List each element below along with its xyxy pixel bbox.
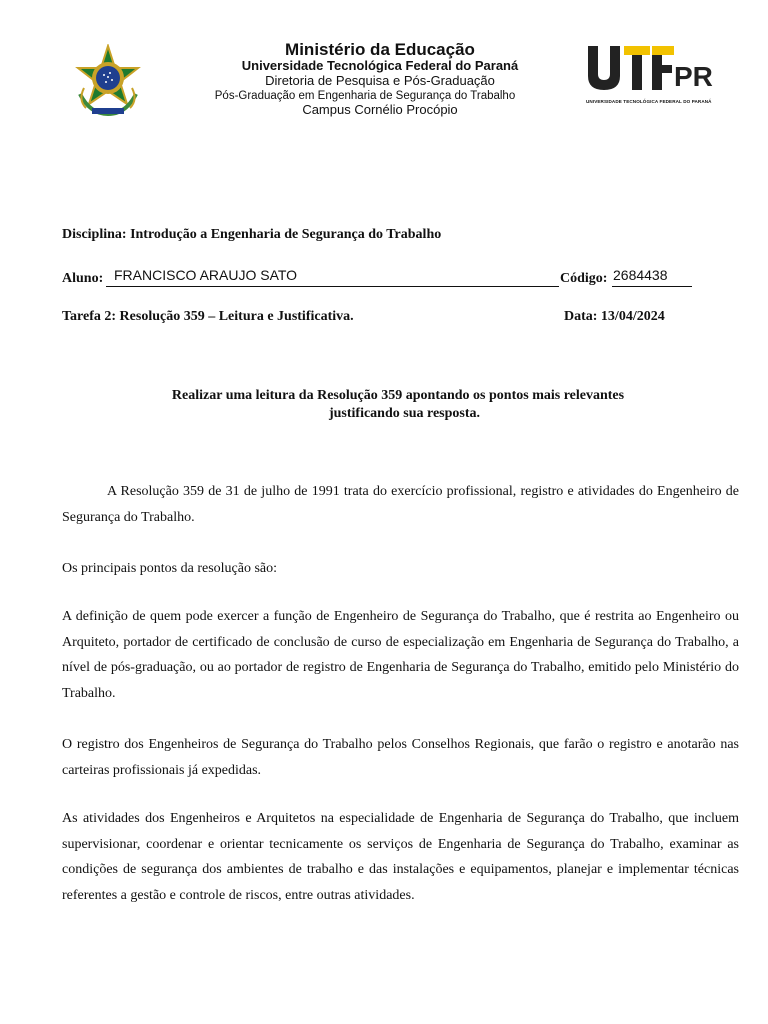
code-field[interactable]	[612, 267, 692, 287]
student-field[interactable]	[106, 267, 559, 287]
svg-text:PR: PR	[674, 61, 713, 92]
task-line: Tarefa 2: Resolução 359 – Leitura e Justificativa.	[62, 309, 354, 324]
paragraph-main-points-heading: Os principais pontos da resolução são:	[62, 561, 278, 576]
utfpr-logo-mark	[586, 44, 720, 92]
directorate-name: Diretoria de Pesquisa e Pós-Graduação	[265, 73, 495, 88]
student-value: FRANCISCO ARAUJO SATO	[114, 267, 298, 283]
utfpr-logo	[586, 44, 720, 104]
coat-of-arms-emblem	[70, 44, 146, 120]
code-value: 2684438	[613, 267, 668, 283]
paragraph-definition: A definição de quem pode exercer a função de Engenheiro de Segurança do Trabalho, que é restrita ao Engenheiro ou Arquiteto, portador de certificado de conclusão de curso de especialização em Engenharia de Segurança do Trabalho, a nível de pós-graduação, ou ao portador de registro de Engenharia de Segurança do Trabalho, emitido pelo Ministério do Trabalho.	[62, 609, 739, 701]
assignment-prompt	[62, 387, 739, 423]
campus-name: Campus Cornélio Procópio	[302, 102, 458, 117]
discipline-line: Disciplina: Introdução a Engenharia de Segurança do Trabalho	[62, 227, 442, 242]
student-label: Aluno:	[62, 271, 104, 286]
university-name: Universidade Tecnológica Federal do Paraná	[241, 58, 519, 73]
paragraph-activities: As atividades dos Engenheiros e Arquitetos na especialidade de Engenharia de Segurança do Trabalho, que incluem supervisionar, coordenar e orientar tecnicamente os serviços de Engenharia de Segurança do Trabalho, examinar as condições de segurança dos ambientes de trabalho e das instalações e equipamentos, planejar e implementar técnicas referentes a gestão e controle de riscos, entre outras atividades.	[62, 811, 739, 903]
paragraph-intro: A Resolução 359 de 31 de julho de 1991 trata do exercício profissional, registro e atividades do Engenheiro de Segurança do Trabalho.	[62, 484, 739, 525]
code-label: Código:	[560, 271, 608, 286]
ministry-title: Ministério da Educação	[285, 40, 475, 59]
prompt-line-2: justificando sua resposta.	[328, 406, 481, 421]
paragraph-registration: O registro dos Engenheiros de Segurança do Trabalho pelos Conselhos Regionais, que farão o registro e anotarão nas carteiras profissionais já expedidas.	[62, 737, 739, 778]
utfpr-logo-caption: UNIVERSIDADE TECNOLÓGICA FEDERAL DO PARANÁ	[586, 99, 712, 104]
program-name: Pós-Graduação em Engenharia de Segurança do Trabalho	[214, 90, 516, 102]
date-line: Data: 13/04/2024	[564, 309, 665, 324]
prompt-line-1: Realizar uma leitura da Resolução 359 apontando os pontos mais relevantes	[171, 388, 625, 403]
